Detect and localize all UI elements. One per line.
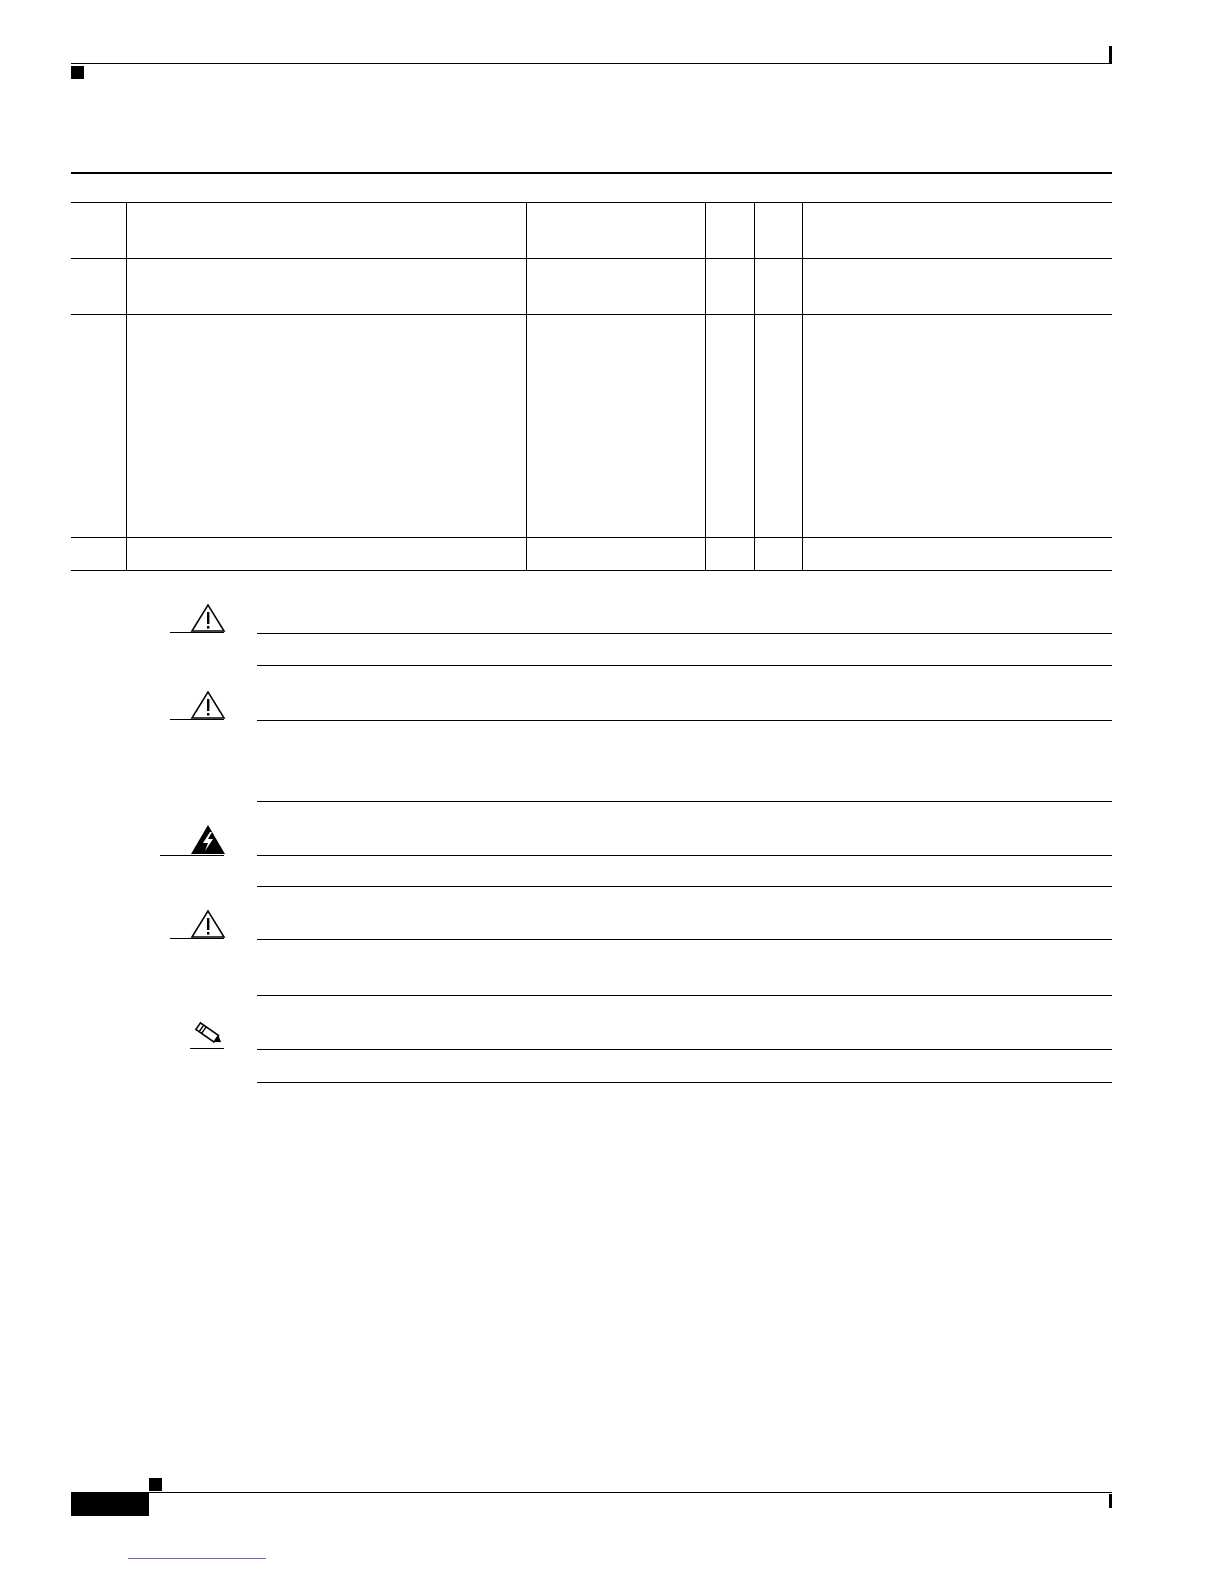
note-top-rule: [257, 855, 1112, 856]
header-tick-mark: [1109, 46, 1112, 64]
table-column-divider: [705, 202, 706, 570]
table-column-divider: [802, 202, 803, 570]
note-bottom-rule: [257, 886, 1112, 887]
note-top-rule: [257, 1049, 1112, 1050]
footer-rule: [149, 1492, 1112, 1493]
footer-square-marker: [149, 1478, 162, 1491]
note-top-rule: [257, 720, 1112, 721]
table-row-rule: [71, 537, 1112, 538]
footer-tick-mark: [1109, 1494, 1112, 1508]
table-header-rule: [71, 202, 1112, 203]
table-column-divider: [754, 202, 755, 570]
icon-underline: [170, 632, 224, 633]
table-top-rule: [71, 172, 1112, 174]
table-row-rule: [71, 258, 1112, 259]
note-bottom-rule: [257, 995, 1112, 996]
note-bottom-rule: [257, 1082, 1112, 1083]
icon-underline: [190, 1048, 224, 1049]
footer-link-underline[interactable]: [128, 1558, 266, 1559]
table-row-rule: [71, 314, 1112, 315]
icon-underline: [170, 719, 224, 720]
table-bottom-rule: [71, 570, 1112, 571]
note-bottom-rule: [257, 665, 1112, 666]
table-column-divider: [526, 202, 527, 570]
warning-lightning-icon: [188, 824, 228, 858]
note-top-rule: [257, 939, 1112, 940]
icon-underline: [170, 938, 224, 939]
note-top-rule: [257, 633, 1112, 634]
header-rule: [71, 63, 1112, 64]
header-square-marker: [71, 66, 84, 79]
icon-underline: [160, 855, 224, 856]
footer-page-tab: [71, 1492, 149, 1516]
table-column-divider: [126, 202, 127, 570]
note-bottom-rule: [257, 801, 1112, 802]
pencil-note-icon: [188, 1018, 228, 1052]
